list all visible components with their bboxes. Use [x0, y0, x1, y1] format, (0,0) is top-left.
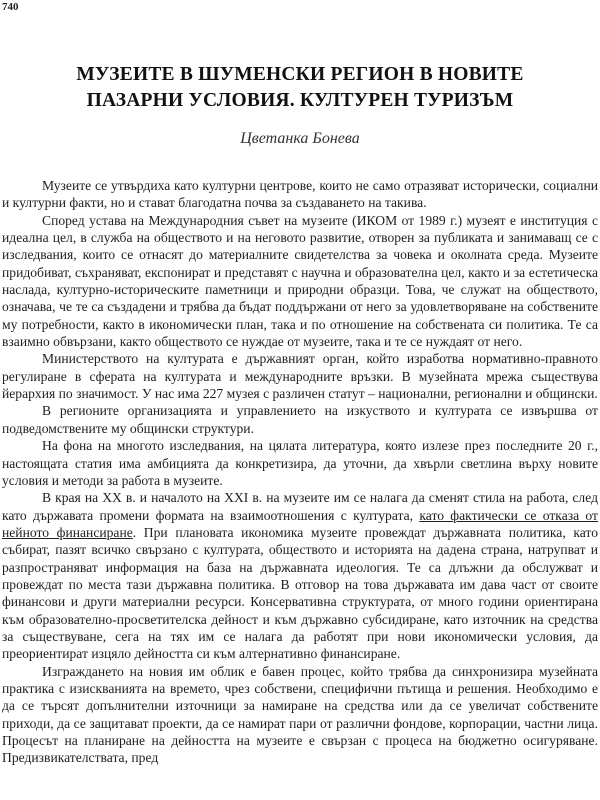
- title-line-1: МУЗЕИТЕ В ШУМЕНСКИ РЕГИОН В НОВИТЕ: [76, 64, 524, 85]
- underlined-phrase: като фактически се отказа от нейното финансиране: [2, 507, 598, 540]
- article-body: [2, 177, 598, 767]
- paragraph: Според устава на Международния съвет на музеите (ИКОМ от 1989 г.) музеят е институция с идеална цел, в служба на обществото и на неговото развитие, отворен за публиката и занимаващ се с изследвания, които се отнасят до материалните свидетелства за човека и околната среда. Музеите придобиват, съхраняват, експонират и представят с научна и образователна цел, както и за естетическа наслада, културно-историческите паметници и природни образци. Това, че служат на обществото, означава, че те са създадени и трябва да бъдат поддържани от него за удовлетворяване на собствените му потребности, както в икономически план, така и по отношение на собствената си политика. Те са взаимно обвързани, както обществото се нуждае от музеите, така и те се нуждаят от него.: [2, 212, 598, 350]
- page-number: 740: [2, 1, 19, 13]
- paragraph-text: . При плановата икономика музеите провеждат държавната политика, като събират, пазят всичко свързано с културата, обществото и историята на дадена страна, натрупват и разпространяват информация на база на държавната идеология. Те са длъжни да обслужват и провеждат по места тази държавна политика. В отговор на това държавата им дава част от своите финансови и други материални ресурси. Консервативна структурата, от много години ориентирана към образователно-просветителска дейност и към държавно субсидиране, като източник на средства за съществуване, сега на тях им се налага да работят при нови икономически условия, да преориентират изцяло дейността си към алтернативно финансиране.: [2, 524, 598, 662]
- paragraph: В регионите организацията и управлението на изкуството и културата се извършва от подведомствените му общински структури.: [2, 403, 598, 436]
- paragraph-text: В края на XX в. и началото на XXI в. на музеите им се налага да сменят стила на работа, след като държавата промени формата на взаимоотношения с културата,: [2, 490, 598, 523]
- paragraph: Министерството на културата е държавният орган, който изработва нормативно-правното регулиране в сферата на културата и международните връзки. В музейната мрежа съществува йерархия по значимост. У нас има 227 музея с различен статут – национални, регионални и общински.: [2, 351, 598, 402]
- paragraph: Изграждането на новия им облик е бавен процес, който трябва да синхронизира музейната практика с изискванията на времето, чрез собствени, специфични пътища и решения. Необходимо е да се търсят допълнителни източници за намиране на средства или да се увеличат собствените приходи, да се защитават проекти, да се намират пари от различни фондове, корпорации, частни лица. Процесът на планиране на дейността на музеите е свързан с процеса на бюджетно осигуряване. Предизвикателствата, пред: [2, 663, 598, 766]
- article-title: [0, 62, 600, 114]
- paragraph: Музеите се утвърдиха като културни центрове, които не само отразяват исторически, социални и културни факти, но и стават благодатна почва за създаването на такива.: [2, 178, 598, 211]
- author-name: Цветанка Бонева: [240, 130, 360, 147]
- title-line-2: ПАЗАРНИ УСЛОВИЯ. КУЛТУРЕН ТУРИЗЪМ: [86, 90, 514, 111]
- paragraph: На фона на многото изследвания, на цялата литература, която излезе през последните 20 г., настоящата статия има амбицията да конкретизира, да уточни, да хвърли светлина върху новите условия и методи за работа в музеите.: [2, 438, 598, 488]
- paragraph: [2, 489, 598, 662]
